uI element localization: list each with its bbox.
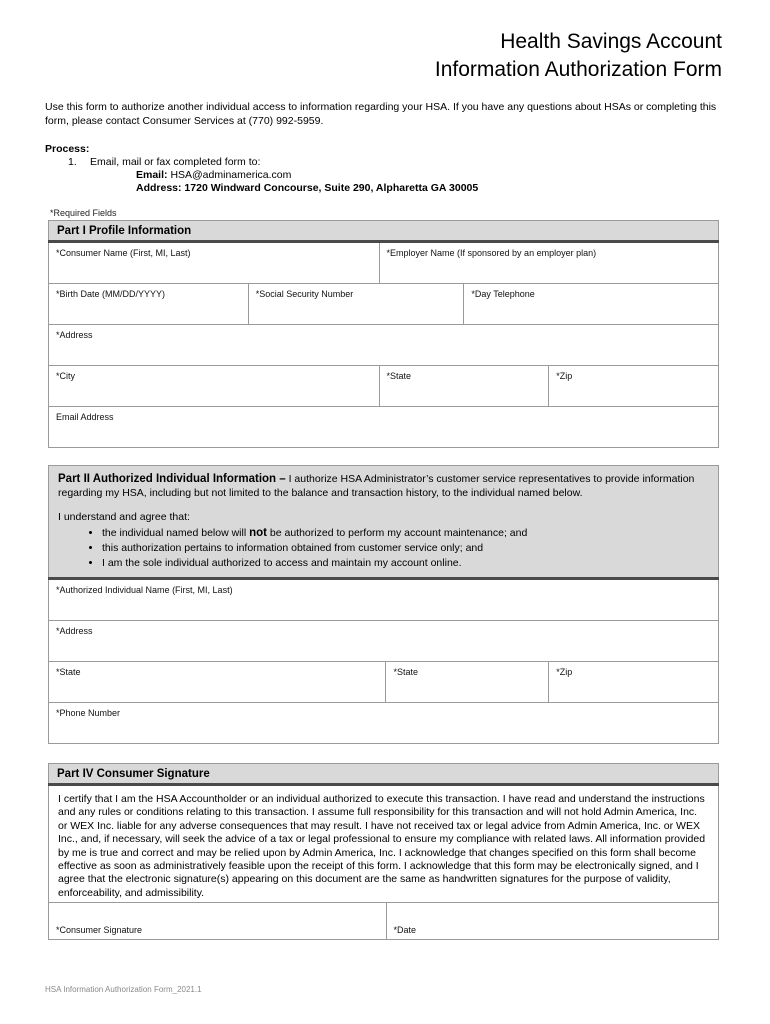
employer-name-field[interactable]: *Employer Name (If sponsored by an employer plan) — [380, 243, 720, 283]
part1-title: Part I Profile Information — [48, 220, 719, 240]
email-label: Email: — [136, 169, 168, 181]
email-address-field[interactable]: Email Address — [49, 407, 719, 447]
part1-fields — [48, 243, 719, 448]
part4-fields — [48, 902, 719, 940]
certification-text: I certify that I am the HSA Accountholder or an individual authorized to execute this transaction. I have read and understand the instructions and any rules or conditions relating to this transaction. I assume full responsibility for this transaction and will not hold Admin America, Inc. or WEX Inc. liable for any adverse consequences that may result. I have not received tax or legal advice from Admin America, Inc. or WEX Inc., and, if necessary, will seek the advice of a tax or legal professional to ensure my compliance with related laws. All information provided by me is true and correct and may be relied upon by Admin America, Inc. I acknowledge that changes specified on this form shall become effective as soon as administratively feasible upon the receipt of this form. I acknowledge that this form may be electronically signed, and I agree that the electronic signature(s) appearing on this document are the same as handwritten signatures for the purpose of validity, enforceability, and admissibility. — [48, 786, 719, 902]
term-text: the individual named below will — [102, 527, 250, 539]
authorized-address-field[interactable]: *Address — [49, 621, 719, 661]
term-emphasis: not — [249, 527, 267, 539]
part2-understand: I understand and agree that: — [58, 511, 190, 523]
part4-title: Part IV Consumer Signature — [48, 763, 719, 783]
part2-title: Part II Authorized Individual Information – — [58, 473, 286, 485]
authorized-name-field[interactable]: *Authorized Individual Name (First, MI, Last) — [49, 580, 719, 620]
birth-date-field[interactable]: *Birth Date (MM/DD/YYYY) — [49, 284, 249, 324]
part2-statement: I authorize HSA Administrator’s customer service representatives to provide information regarding my HSA, including but not limited to the balance and transaction history, to the individual named below. — [58, 473, 695, 499]
authorized-state-field-1[interactable]: *State — [49, 662, 386, 702]
step-text: Email, mail or fax completed form to: — [90, 156, 261, 168]
term-item — [102, 526, 709, 540]
term-item: • this authorization pertains to information obtained from customer service only; and — [102, 541, 709, 555]
city-field[interactable]: *City — [49, 366, 380, 406]
email-line — [136, 169, 291, 181]
process-step — [68, 156, 260, 168]
part4-section — [48, 763, 719, 940]
part2-terms-list — [58, 526, 709, 570]
part1-section — [48, 220, 719, 448]
intro-text: Use this form to authorize another individual access to information regarding your HSA. If you have any questions about HSAs or completing this form, please contact Consumer Services at (770) 992-5959. — [45, 101, 717, 127]
mailing-address: Address: 1720 Windward Concourse, Suite 290, Alpharetta GA 30005 — [136, 182, 479, 194]
phone-number-field[interactable]: *Phone Number — [49, 703, 719, 743]
footer-form-id: HSA Information Authorization Form_2021.1 — [45, 985, 202, 994]
part2-section — [48, 465, 719, 744]
consumer-signature-field[interactable]: *Consumer Signature — [49, 903, 387, 939]
process-label: Process: — [45, 143, 90, 155]
form-title-line2: Information Authorization Form — [434, 58, 722, 81]
state-field[interactable]: *State — [380, 366, 550, 406]
part2-header — [48, 465, 719, 577]
form-title-line1: Health Savings Account — [500, 30, 722, 53]
term-text: be authorized to perform my account maintenance; and — [266, 527, 528, 539]
zip-field[interactable]: *Zip — [549, 366, 719, 406]
required-fields-note: *Required Fields — [50, 208, 117, 218]
ssn-field[interactable]: *Social Security Number — [249, 284, 465, 324]
part2-intro — [58, 472, 709, 500]
address-field[interactable]: *Address — [49, 325, 719, 365]
authorized-state-field-2[interactable]: *State — [386, 662, 549, 702]
authorized-zip-field[interactable]: *Zip — [549, 662, 719, 702]
part2-fields — [48, 580, 719, 744]
email-link[interactable]: HSA@adminamerica.com — [170, 169, 292, 181]
day-telephone-field[interactable]: *Day Telephone — [464, 284, 719, 324]
consumer-name-field[interactable]: *Consumer Name (First, MI, Last) — [49, 243, 380, 283]
step-number: 1. — [68, 156, 77, 168]
term-item: • I am the sole individual authorized to access and maintain my account online. — [102, 556, 709, 570]
date-field[interactable]: *Date — [387, 903, 720, 939]
